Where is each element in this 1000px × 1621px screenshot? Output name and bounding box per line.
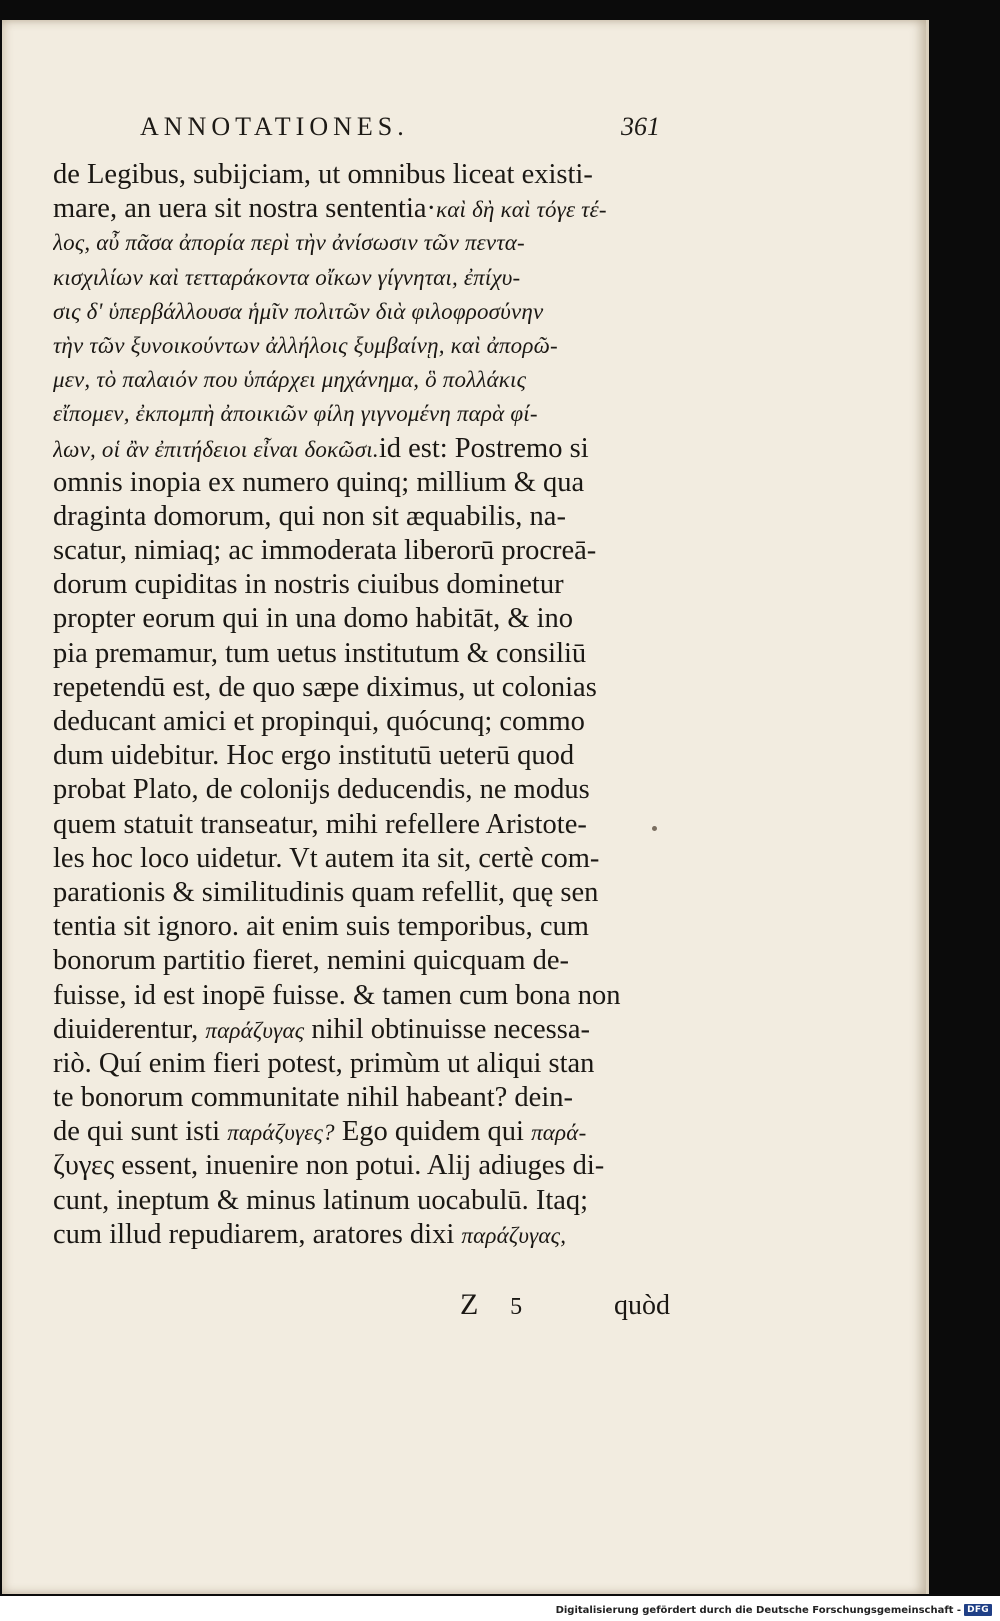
text-line: pia premamur, tum uetus institutum & consiliū (53, 637, 587, 669)
text-line: fuisse, id est inopē fuisse. & tamen cum bona non (53, 979, 621, 1011)
text-line: ζυγες essent, inuenire non potui. Alij adiuges di- (53, 1150, 605, 1182)
greek-quote: καὶ δὴ καὶ τόγε τέ- (436, 197, 607, 223)
greek-word: παρά- (531, 1120, 587, 1146)
greek-word: παράζυγας (205, 1017, 305, 1043)
text-line: dorum cupiditas in nostris ciuibus dominetur (53, 569, 564, 601)
text-line: scatur, nimiaq; ac immoderata liberorū procreā- (53, 535, 597, 567)
signature-number: 5 (510, 1294, 523, 1320)
page-footer (460, 1288, 670, 1322)
text-line: quem statuit transeatur, mihi refellere Aristote- (53, 808, 587, 840)
text-line: parationis & similitudinis quam refellit, quę sen (53, 876, 599, 908)
greek-line: τὴν τῶν ξυνοικούντων ἀλλήλοις ξυμβαίνῃ, καὶ ἀπορῶ- (53, 332, 558, 358)
text-line: diuiderentur, παράζυγας nihil obtinuisse necessa- (53, 1013, 590, 1045)
text-line: les hoc loco uidetur. Vt autem ita sit, certè com- (53, 842, 600, 874)
text-line: propter eorum qui in una domo habitāt, & ino (53, 603, 574, 635)
text-line: repetendū est, de quo sæpe diximus, ut colonias (53, 671, 597, 703)
text-line: cunt, ineptum & minus latinum uocabulū. Itaq; (53, 1184, 589, 1216)
greek-line: εἴπομεν, ἐκπομπὴ ἀποικιῶν φίλη γιγνομένη παρὰ φί- (53, 401, 538, 427)
greek-word: παράζυγας, (461, 1222, 567, 1248)
text-line: tentia sit ignoro. ait enim suis temporibus, cum (53, 911, 589, 943)
text-line: riò. Quí enim fieri potest, primùm ut aliqui stan (53, 1047, 595, 1079)
page-header (140, 112, 660, 152)
credit-text: Digitalisierung gefördert durch die Deutsche Forschungsgemeinschaft - (555, 1604, 962, 1616)
text-line: omnis inopia ex numero quinq; millium & qua (53, 466, 585, 498)
greek-line: λος, αὖ πᾶσα ἀπορία περὶ τὴν ἀνίσωσιν τῶν πεντα- (53, 230, 525, 256)
text-line: deducant amici et propinqui, quócunq; commo (53, 706, 585, 737)
greek-line: σις δ' ὑπερβάλλουσα ἡμῖν πολιτῶν διὰ φιλοφροσύνην (53, 298, 544, 324)
text-line: mare, an uera sit nostra sententia·καὶ δὴ καὶ τόγε τέ- (53, 193, 607, 225)
text-line: draginta domorum, qui non sit æquabilis, na- (53, 500, 566, 532)
running-title: ANNOTATIONES. (140, 112, 409, 141)
text-line: dum uidebitur. Hoc ergo institutū ueterū quod (53, 740, 575, 772)
text-line: de qui sunt isti παράζυγες? Ego quidem qui παρά- (53, 1116, 587, 1148)
digitization-credit (556, 1603, 992, 1617)
signature-mark: Z (460, 1288, 479, 1321)
text-line: probat Plato, de colonijs deducendis, ne modus (53, 774, 590, 806)
text-line: bonorum partitio fieret, nemini quicquam de- (53, 945, 570, 977)
folio-number: 361 (621, 112, 660, 141)
greek-line: μεν, τὸ παλαιόν που ὑπάρχει μηχάνημα, ὃ πολλάκις (53, 367, 527, 393)
dfg-logo: DFG (964, 1604, 992, 1616)
text-line: te bonorum communitate nihil habeant? dein- (53, 1082, 573, 1114)
text-line: de Legibus, subijciam, ut omnibus liceat existi- (53, 159, 593, 190)
catchword: quòd (613, 1290, 670, 1321)
greek-line: κισχιλίων καὶ τετταράκοντα οἴκων γίγνηται, ἐπίχυ- (53, 264, 521, 290)
text-line: λων, οἱ ἂν ἐπιτήδειοι εἶναι δοκῶσι.id est: Postremo si (53, 432, 589, 464)
greek-word: παράζυγες? (227, 1120, 335, 1146)
body-text (53, 158, 663, 1252)
text-line: cum illud repudiarem, aratores dixi παράζυγας, (53, 1218, 567, 1250)
